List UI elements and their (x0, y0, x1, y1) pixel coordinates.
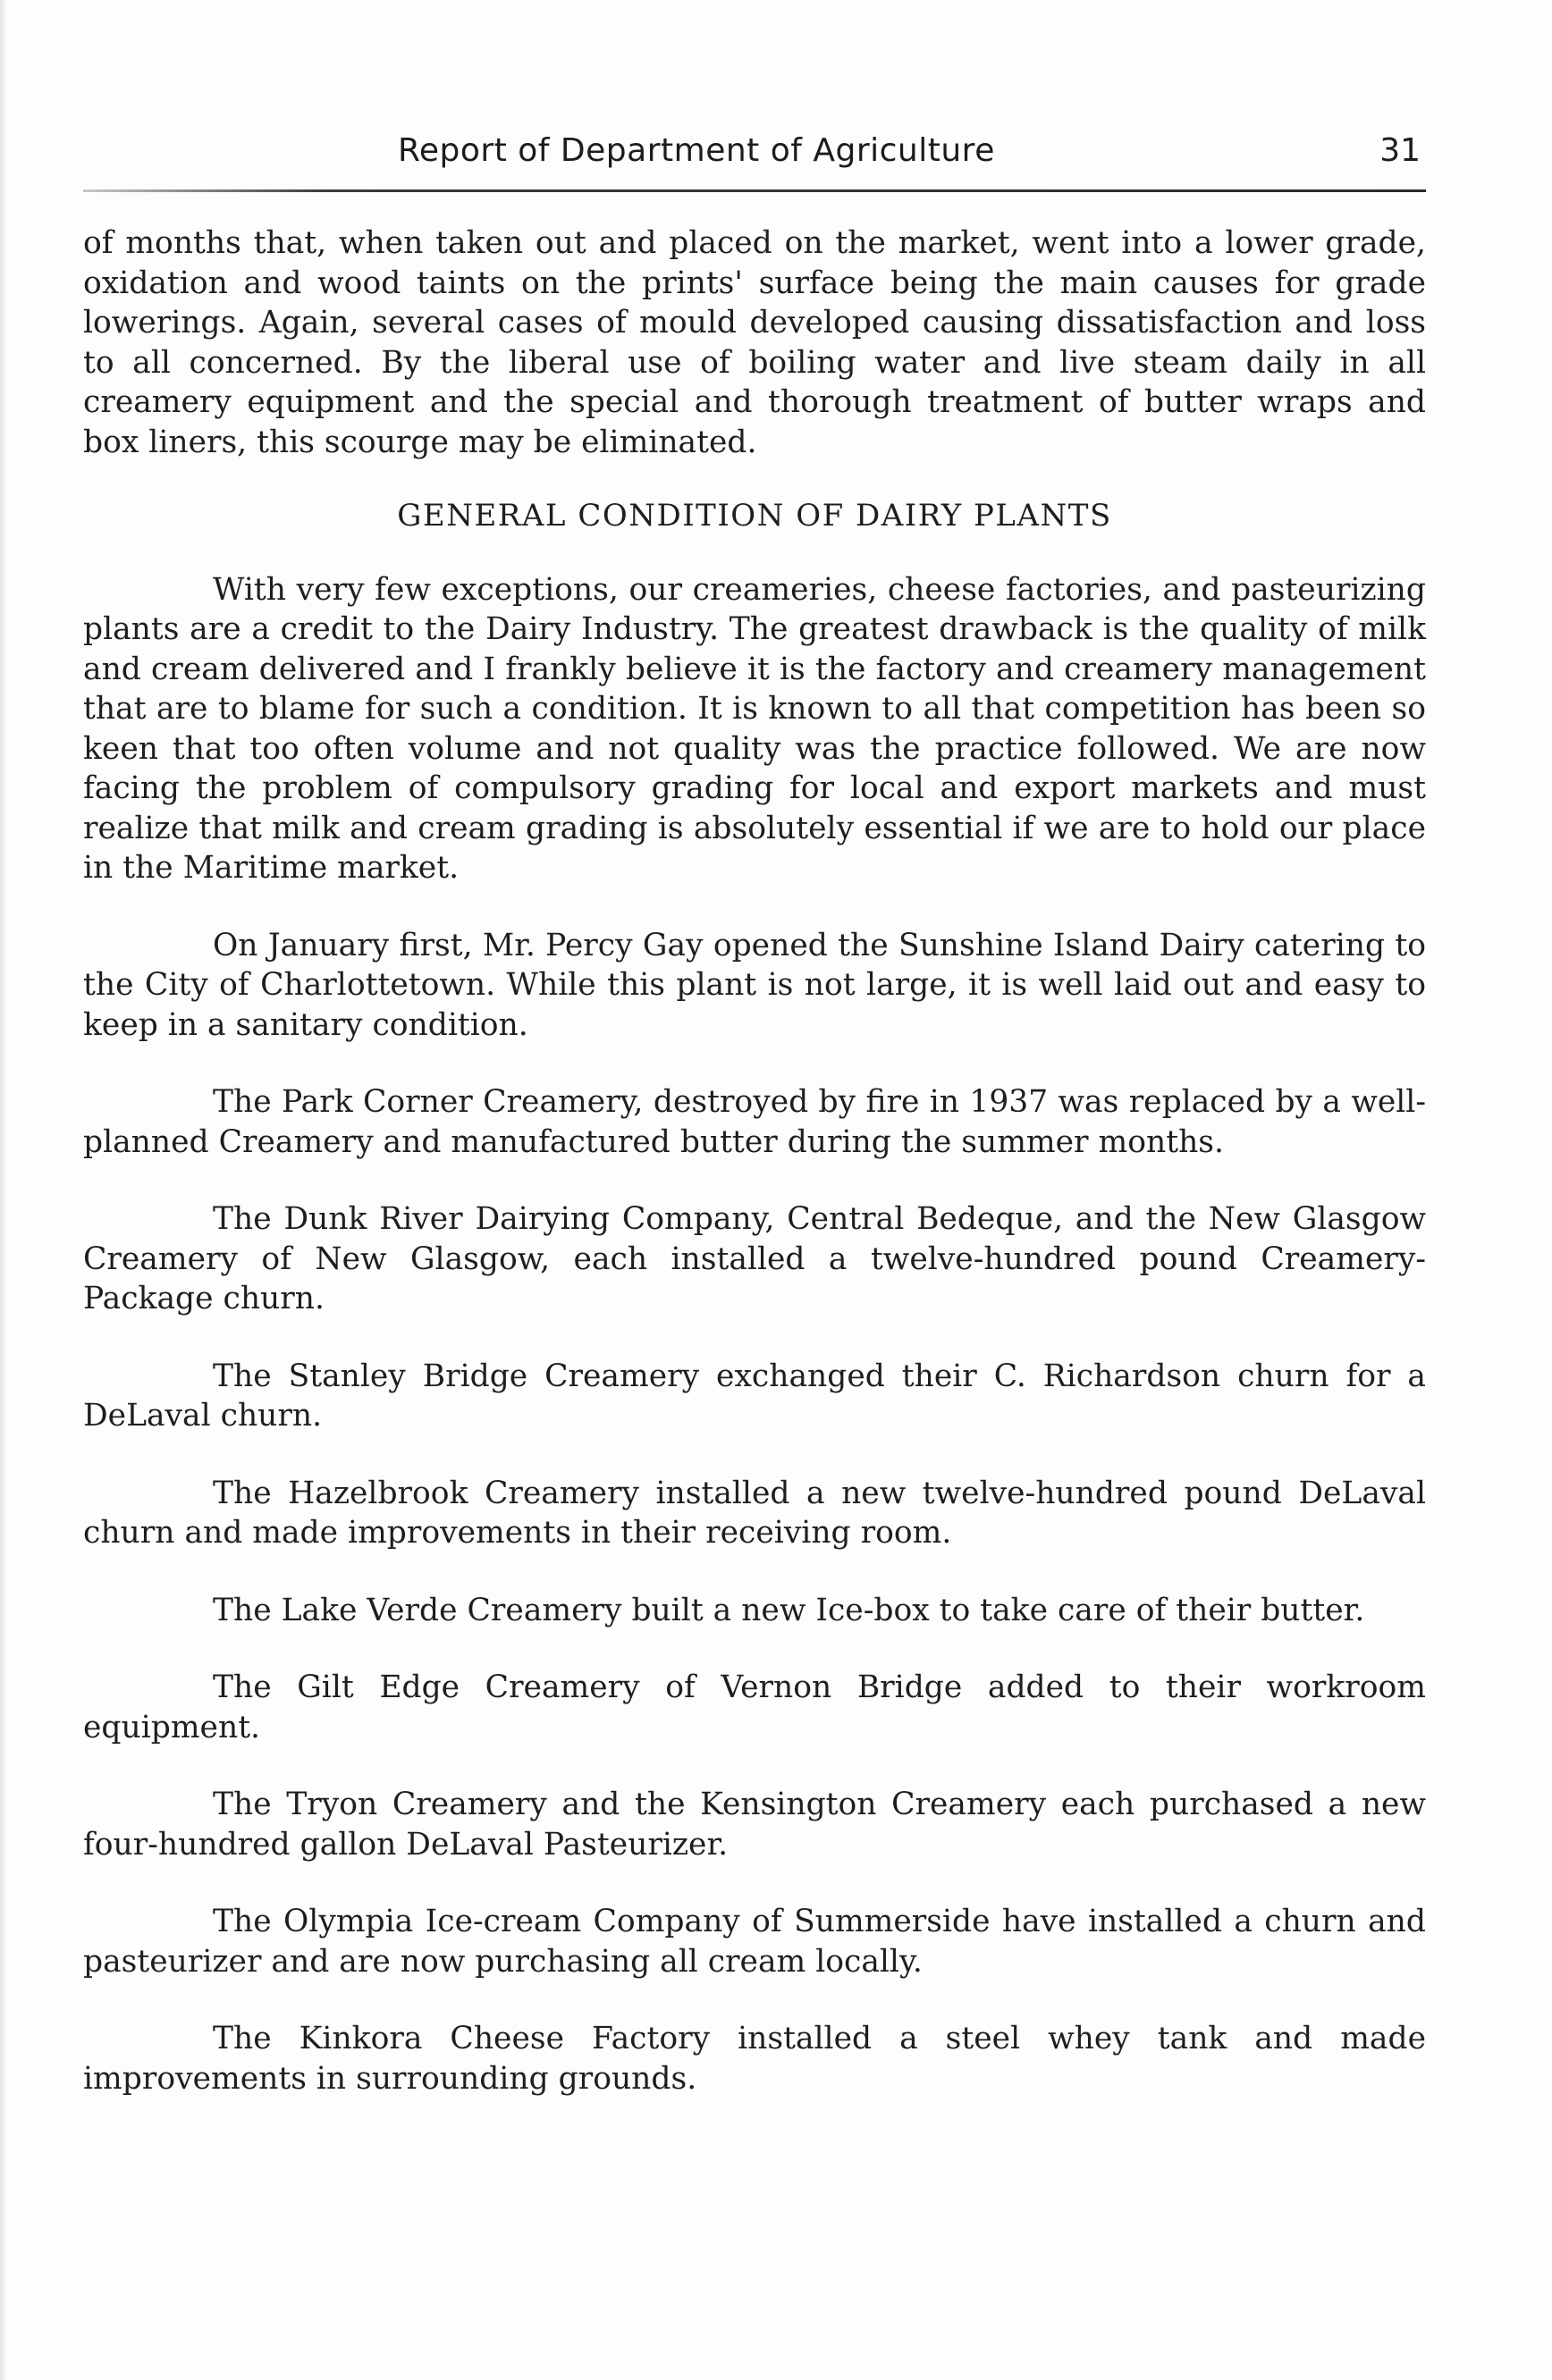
paragraph: The Tryon Creamery and the Kensington Creamery each purchased a new four-hundred gallon DeLaval Pasteurizer. (83, 1787, 1426, 1863)
running-header (83, 132, 1426, 189)
paragraph: On January first, Mr. Percy Gay opened the Sunshine Island Dairy catering to the City of Charlottetown. While this plant is not large, it is well laid out and easy to keep in a sanitary condition. (83, 927, 1426, 1043)
intro-paragraph: of months that, when taken out and placed on the market, went into a lower grade, oxidation and wood taints on the prints' surface being the main causes for grade lowerings. Again, several cases of mould developed causing dissatisfaction and loss to all concerned. By the liberal use of boiling water and live steam daily in all creamery equipment and the special and thorough treatment of butter wraps and box liners, this scourge may be eliminated. (83, 225, 1426, 460)
section-heading: GENERAL CONDITION OF DAIRY PLANTS (397, 498, 1112, 534)
paragraph: The Lake Verde Creamery built a new Ice-box to take care of their butter. (213, 1592, 1365, 1628)
header-rule (83, 189, 1426, 192)
scan-edge-shadow (0, 0, 7, 2380)
paragraph: The Stanley Bridge Creamery exchanged their C. Richardson churn for a DeLaval churn. (83, 1358, 1426, 1434)
paragraph: With very few exceptions, our creameries, cheese factories, and pasteurizing plants are a credit to the Dairy Industry. The greatest drawback is the quality of milk and cream delivered and I frankly believe it is the factory and creamery management that are to blame for such a condition. It is known to all that competition has been so keen that too often volume and not quality was the practice followed. We are now facing the problem of compulsory grading for local and export markets and must realize that milk and cream grading is absolutely essential if we are to hold our place in the Maritime market. (83, 571, 1426, 886)
paragraph: The Gilt Edge Creamery of Vernon Bridge added to their workroom equipment. (83, 1669, 1426, 1745)
paragraph: The Park Corner Creamery, destroyed by fire in 1937 was replaced by a well-planned Creamery and manufactured butter during the summer months. (83, 1084, 1426, 1160)
paragraph: The Dunk River Dairying Company, Central Bedeque, and the New Glasgow Creamery of New Glasgow, each installed a twelve-hundred pound Creamery-Package churn. (83, 1201, 1426, 1316)
body-text (83, 223, 1426, 2136)
paragraph: The Kinkora Cheese Factory installed a steel whey tank and made improvements in surrounding grounds. (83, 2021, 1426, 2097)
page-number: 31 (1379, 132, 1421, 169)
running-title: Report of Department of Agriculture (398, 132, 995, 169)
paragraph: The Olympia Ice-cream Company of Summerside have installed a churn and pasteurizer and are now purchasing all cream locally. (83, 1904, 1426, 1980)
paragraph: The Hazelbrook Creamery installed a new twelve-hundred pound DeLaval churn and made improvements in their receiving room. (83, 1475, 1426, 1551)
